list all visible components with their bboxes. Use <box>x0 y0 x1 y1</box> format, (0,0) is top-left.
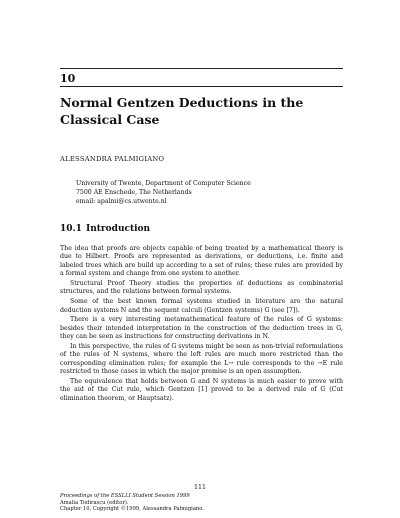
footer-proceedings: Proceedings of the ESSLLI Student Session 1999 <box>60 493 190 499</box>
footer-copyright: Chapter 10, Copyright ©1999, Alessandra Palmigiano. <box>60 506 204 513</box>
chapter-title: Normal Gentzen Deductions in the Classical Case <box>60 95 304 127</box>
affiliation-line-2: 7500 AE Enschede, The Netherlands <box>76 189 192 196</box>
affiliation-line-1: University of Twente, Department of Computer Science <box>76 180 251 187</box>
chapter-bottom-rule <box>60 86 343 87</box>
author-affiliation <box>76 179 336 206</box>
chapter-top-rule <box>60 68 343 69</box>
section-number: 10.1 <box>60 224 82 234</box>
paragraph-3: Some of the best known formal systems studied in literature are the natural deduction systems N and the sequent calculi (Gentzen systems) G (see [7]). <box>60 298 343 314</box>
section-title: Introduction <box>86 224 151 234</box>
page-footer <box>60 493 343 513</box>
footer-editor: Amalia Todirascu (editor). <box>60 499 129 506</box>
section-heading <box>60 224 150 234</box>
affiliation-email: email: apalmi@cs.utwente.nl <box>76 198 167 205</box>
section-body <box>60 245 343 405</box>
page-number: 111 <box>193 484 207 491</box>
chapter-number: 10 <box>60 72 76 85</box>
paragraph-2: Structural Proof Theory studies the properties of deductions as combinatorial structures, and the relations between formal systems. <box>60 280 343 296</box>
paragraph-1: The idea that proofs are objects capable of being treated by a mathematical theory is due to Hilbert. Proofs are represented as derivations, or deductions, i.e. finite and labeled trees which are build up according to a set of rules; these rules are provided by a formal system and change from one system to another. <box>60 245 343 278</box>
paragraph-4: There is a very interesting metamathematical feature of the rules of G systems: besides their intended interpretation in the construction of the deduction trees in G, they can be seen as instructions for constructing derivations in N. <box>60 316 343 341</box>
paragraph-6: The equivalence that holds between G and N systems is much easier to prove with the aid of the Cut rule, which Gentzen [1] proved to be a derived rule of G (Cut elimination theorem, or Hauptsatz). <box>60 378 343 402</box>
author-name: ALESSANDRA PALMIGIANO <box>60 155 165 163</box>
paragraph-5: In this perspective, the rules of G systems might be seen as non-trivial reformulations of the rules of N systems, where the left rules are much more restricted than the corresponding elimination rules; for example the L→ rule corresponds to the →E rule restricted to those cases in which the major premise is an open assumption. <box>60 343 343 376</box>
